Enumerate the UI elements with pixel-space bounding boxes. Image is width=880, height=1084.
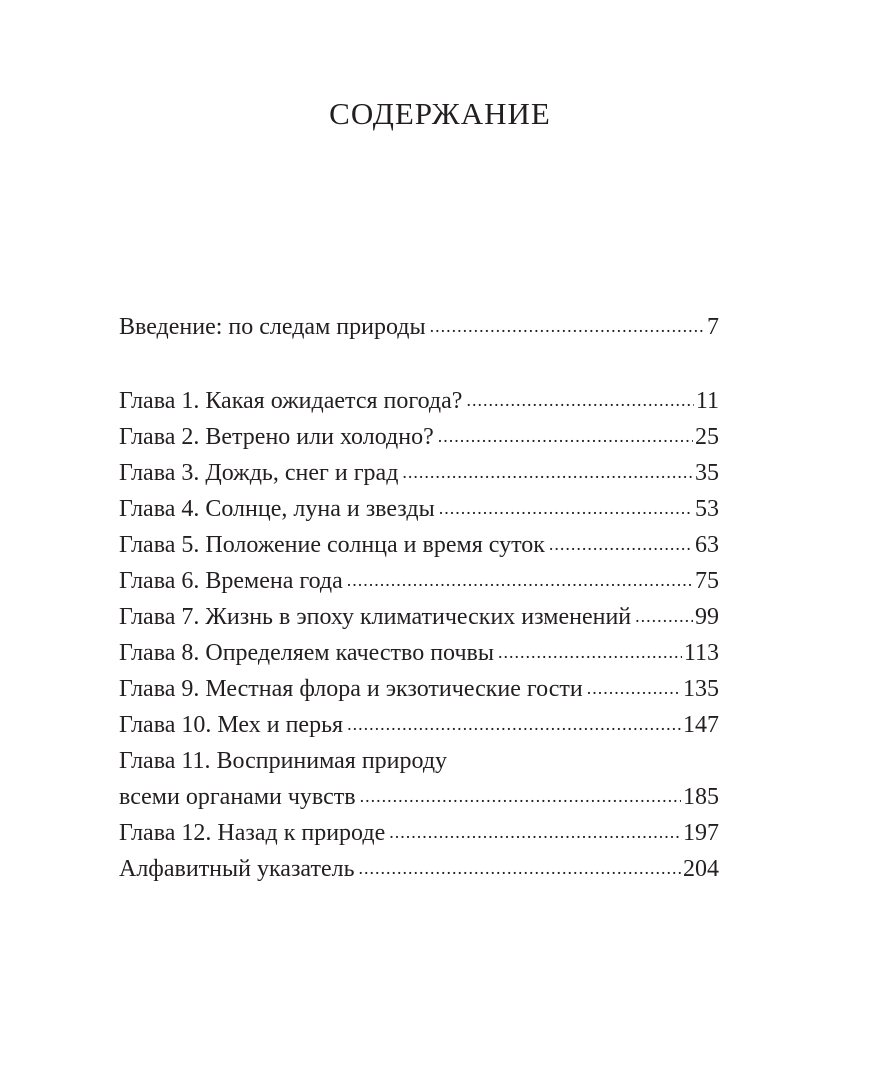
toc-entry-index bbox=[119, 851, 719, 887]
toc-entry-chapter-6 bbox=[119, 563, 719, 599]
toc-leader-dots bbox=[438, 418, 693, 454]
toc-leader-dots bbox=[439, 490, 693, 526]
toc-entry-label: Глава 7. Жизнь в эпоху климатических изменений bbox=[119, 604, 632, 630]
toc-leader-dots bbox=[635, 598, 693, 634]
toc-entry-page: 63 bbox=[695, 532, 719, 558]
toc-entry-label: Глава 4. Солнце, луна и звезды bbox=[119, 496, 435, 522]
toc-leader-dots bbox=[360, 778, 681, 814]
toc-entry-page: 204 bbox=[683, 856, 719, 882]
toc-entry-label: Глава 1. Какая ожидается погода? bbox=[119, 388, 463, 414]
toc-entry-page: 11 bbox=[695, 388, 719, 414]
toc-entry-intro bbox=[119, 309, 719, 345]
toc-entry-chapter-4 bbox=[119, 491, 719, 527]
toc-chapter-list bbox=[119, 383, 719, 887]
toc-entry-label: всеми органами чувств bbox=[119, 784, 356, 810]
toc-entry-chapter-10 bbox=[119, 707, 719, 743]
toc-leader-dots bbox=[347, 706, 681, 742]
toc-entry-chapter-12 bbox=[119, 815, 719, 851]
toc-entry-label: Глава 11. Воспринимая природу bbox=[119, 748, 448, 774]
toc-entry-chapter-5 bbox=[119, 527, 719, 563]
toc-entry-chapter-1 bbox=[119, 383, 719, 419]
toc-leader-dots bbox=[466, 382, 693, 418]
toc-entry-page: 53 bbox=[695, 496, 719, 522]
toc-leader-dots bbox=[498, 634, 682, 670]
toc-entry-page: 147 bbox=[683, 712, 719, 738]
toc-leader-dots bbox=[430, 308, 705, 344]
toc-entry-page: 75 bbox=[695, 568, 719, 594]
toc-leader-dots bbox=[389, 814, 681, 850]
toc-leader-dots bbox=[359, 850, 681, 886]
toc-intro-list bbox=[119, 309, 719, 345]
toc-entry-label: Глава 3. Дождь, снег и град bbox=[119, 460, 399, 486]
toc-entry-label: Глава 9. Местная флора и экзотические гости bbox=[119, 676, 583, 702]
toc-entry-label: Алфавитный указатель bbox=[119, 856, 355, 882]
toc-entry-chapter-3 bbox=[119, 455, 719, 491]
toc-entry-label: Глава 8. Определяем качество почвы bbox=[119, 640, 494, 666]
toc-entry-label: Введение: по следам природы bbox=[119, 314, 426, 340]
toc-entry-label: Глава 12. Назад к природе bbox=[119, 820, 386, 846]
toc-entry-page: 135 bbox=[683, 676, 719, 702]
toc-entry-page: 113 bbox=[683, 640, 719, 666]
toc-entry-chapter-11-line1 bbox=[119, 743, 719, 779]
page-title: СОДЕРЖАНИЕ bbox=[329, 96, 551, 131]
toc-entry-page: 197 bbox=[683, 820, 719, 846]
toc-entry-page: 99 bbox=[695, 604, 719, 630]
toc-entry-page: 185 bbox=[683, 784, 719, 810]
toc-entry-page: 35 bbox=[695, 460, 719, 486]
toc-entry-chapter-7 bbox=[119, 599, 719, 635]
toc-entry-label: Глава 5. Положение солнца и время суток bbox=[119, 532, 545, 558]
toc-entry-page: 7 bbox=[707, 314, 719, 340]
toc-entry-chapter-11 bbox=[119, 779, 719, 815]
toc-leader-dots bbox=[587, 670, 681, 706]
toc-entry-chapter-8 bbox=[119, 635, 719, 671]
toc-leader-dots bbox=[402, 454, 693, 490]
toc-entry-label: Глава 2. Ветрено или холодно? bbox=[119, 424, 434, 450]
toc-entry-label: Глава 6. Времена года bbox=[119, 568, 343, 594]
toc-leader-dots bbox=[549, 526, 693, 562]
toc-entry-label: Глава 10. Мех и перья bbox=[119, 712, 344, 738]
toc-entry-chapter-2 bbox=[119, 419, 719, 455]
toc-entry-page: 25 bbox=[695, 424, 719, 450]
toc-leader-dots bbox=[347, 562, 693, 598]
toc-entry-chapter-9 bbox=[119, 671, 719, 707]
